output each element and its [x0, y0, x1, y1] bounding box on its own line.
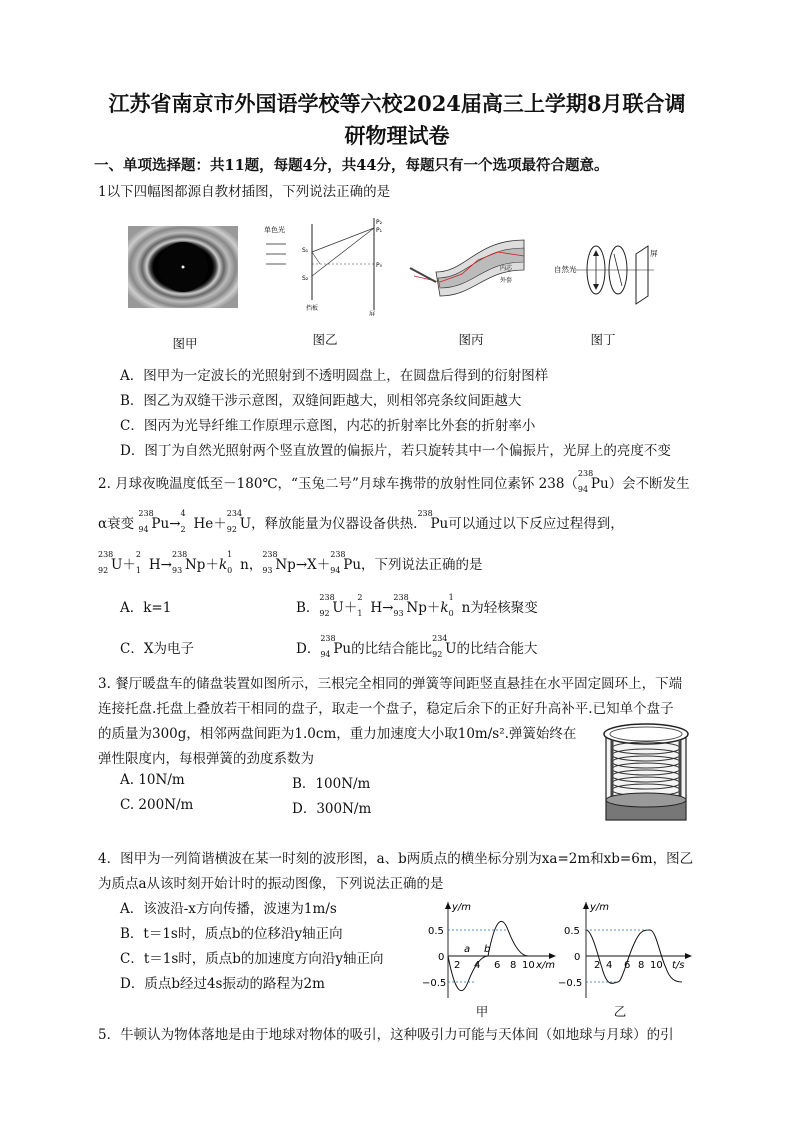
fig-b-board-label: 挡板	[306, 305, 319, 312]
fig-c-caption: 图丙	[458, 332, 484, 347]
fig-c-cladding-label: 外套	[500, 277, 513, 284]
graph-a-caption: 甲	[475, 1004, 489, 1019]
q3-option-a: A. 10N/m	[120, 772, 185, 788]
section-heading: 一、单项选择题：共11题，每题4分，共44分，每题只有一个选项最符合题意。	[94, 157, 609, 174]
graph-a-point-a: a	[464, 944, 471, 955]
q4-option-b: B．t＝1s时，质点b的位移沿y轴正向	[120, 926, 343, 942]
graph-b-xtick-6: 6	[624, 960, 631, 971]
graph-a-ytick-top: 0.5	[428, 926, 444, 937]
q3-line2: 连接托盘.托盘上叠放若干相同的盘子，取走一个盘子，稳定后余下的正好升高补平.已知单个盘子	[98, 701, 674, 717]
fig-b-screen-label: 屏	[369, 311, 376, 316]
fig-d-screen-label: 屏	[650, 249, 658, 258]
fig-d-polarizer-diagram	[554, 238, 666, 308]
fig-a-diffraction-image	[128, 226, 238, 308]
graph-b-xtick-4: 4	[606, 960, 613, 971]
graph-b-xtick-8: 8	[638, 960, 645, 971]
q1-option-d: D．图丁为自然光照射两个竖直放置的偏振片，若只旋转其中一个偏振片，光屏上的亮度不变	[120, 443, 671, 459]
q3-option-c: C. 200N/m	[120, 797, 194, 813]
q4-option-d: D．质点b经过4s振动的路程为2m	[120, 976, 325, 992]
graph-b-xtick-10: 10	[650, 960, 663, 971]
q4-line1: 4．图甲为一列简谐横波在某一时刻的波形图，a、b两质点的横坐标分别为xa=2m和xb=6m，图乙	[98, 851, 694, 867]
graph-b-xtick-2: 2	[594, 960, 601, 971]
fig-b-s2-label: S₂	[302, 275, 309, 282]
q4-option-c: C．t＝1s时，质点b的加速度方向沿y轴正向	[120, 951, 384, 967]
q1-option-c: C．图丙为光导纤维工作原理示意图，内芯的折射率比外套的折射率小	[120, 418, 536, 434]
q4-wave-graph-a	[418, 900, 558, 1000]
q2-option-b: B． 238 92 U＋ 2 1 H→ 238 93 Np＋k 1 0 n为轻核聚变	[296, 593, 538, 618]
q4-vibration-graph-b	[556, 900, 694, 1000]
graph-a-ytick-bottom: −0.5	[422, 978, 447, 989]
graph-a-ytick-zero: 0	[438, 952, 445, 963]
fig-b-p1-label: P₁	[376, 227, 383, 234]
q2-option-c: C．X为电子	[120, 641, 194, 657]
fig-b-p0-label: P₀	[376, 262, 383, 269]
q3-line3: 的质量为300g，相邻两盘间距为1.0cm，重力加速度大小取10m/s².弹簧始终在	[98, 726, 577, 742]
graph-b-ylabel: y/m	[590, 902, 610, 913]
graph-a-xlabel: x/m	[536, 960, 556, 971]
q2-line3: 238 92 U＋ 2 1 H→ 238 93 Np＋k 1 0 n， 238 93 Np→X＋ 238 94 Pu，下列说法正确的是	[98, 550, 483, 575]
graph-b-xlabel: t/s	[672, 960, 685, 971]
q3-line4: 弹性限度内，每根弹簧的劲度系数为	[98, 751, 314, 767]
graph-a-ylabel: y/m	[452, 902, 472, 913]
fig-c-optical-fiber-diagram	[406, 236, 532, 302]
q1-option-a: A．图甲为一定波长的光照射到不透明圆盘上，在圆盘后得到的衍射图样	[120, 368, 549, 384]
graph-a-xtick-2: 2	[454, 960, 461, 971]
fig-b-caption: 图乙	[312, 332, 338, 347]
q2-option-d: D． 238 94 Pu的比结合能比 234 92 U的比结合能大	[296, 634, 538, 659]
q3-plate-warmer-image	[594, 716, 698, 824]
fig-d-caption: 图丁	[590, 332, 616, 347]
q2-line1: 2. 月球夜晚温度低至－180℃，“玉兔二号”月球车携带的放射性同位素钚 238（ 238 94 Pu）会不断发生	[98, 469, 690, 494]
graph-a-xtick-10: 10	[522, 960, 535, 971]
page-title: 江苏省南京市外国语学校等六校2024届高三上学期8月联合调	[108, 91, 686, 116]
q3-option-d: D．300N/m	[292, 801, 372, 817]
q4-option-a: A．该波沿-x方向传播，波速为1m/s	[120, 901, 337, 917]
graph-b-ytick-top: 0.5	[564, 926, 580, 937]
fig-b-double-slit-diagram	[262, 214, 386, 316]
graph-a-xtick-4: 4	[474, 960, 481, 971]
q2-line2: α衰变 238 94 Pu→ 4 2 He＋ 234 92 U，释放能量为仪器设备供热. 238 Pu可以通过以下反应过程得到，	[98, 509, 624, 534]
q3-line1: 3. 餐厅暖盘车的储盘装置如图所示，三根完全相同的弹簧等间距竖直悬挂在水平固定圆环上，下端	[98, 676, 683, 692]
q3-option-b: B．100N/m	[292, 776, 371, 792]
graph-b-ytick-zero: 0	[574, 952, 581, 963]
fig-d-light-label: 自然光	[554, 265, 577, 274]
fig-b-s1-label: S₁	[302, 247, 309, 254]
q1-stem: 1以下四幅图都源自教材插图，下列说法正确的是	[98, 184, 391, 200]
graph-a-xtick-6: 6	[494, 960, 501, 971]
graph-a-point-b: b	[484, 944, 491, 955]
q2-option-a: A．k=1	[120, 600, 172, 616]
fig-b-light-label: 单色光	[264, 226, 285, 234]
q4-line2: 为质点a从该时刻开始计时的振动图像，下列说法正确的是	[98, 876, 444, 892]
graph-b-caption: 乙	[613, 1004, 627, 1019]
fig-c-core-label: 内芯	[500, 265, 513, 272]
fig-b-p2-label: P₂	[376, 219, 383, 226]
graph-b-ytick-bottom: −0.5	[558, 978, 583, 989]
fig-a-caption: 图甲	[172, 336, 198, 351]
q5-line1: 5．牛顿认为物体落地是由于地球对物体的吸引，这种吸引力可能与天体间（如地球与月球）的引	[98, 1027, 674, 1043]
graph-a-xtick-8: 8	[510, 960, 517, 971]
page-title-line2: 研物理试卷	[344, 123, 450, 148]
q1-option-b: B．图乙为双缝干涉示意图，双缝间距越大，则相邻亮条纹间距越大	[120, 393, 522, 409]
